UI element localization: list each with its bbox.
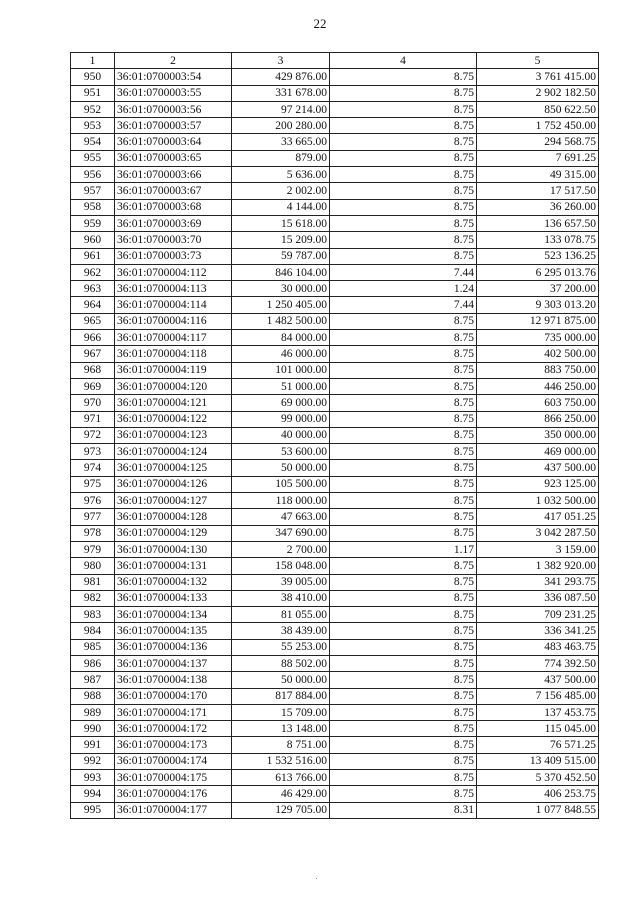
row-number-cell: 955: [71, 150, 115, 166]
total-value-cell: 5 370 452.50: [477, 770, 599, 786]
rate-value-cell: 8.75: [330, 525, 477, 541]
total-value-cell: 17 517.50: [477, 183, 599, 199]
total-value-cell: 6 295 013.76: [477, 264, 599, 280]
area-value-cell: 118 000.00: [232, 493, 330, 509]
table-row: [71, 607, 599, 623]
table-row: [71, 199, 599, 215]
area-value-cell: 55 253.00: [232, 639, 330, 655]
area-value-cell: 13 148.00: [232, 721, 330, 737]
rate-value-cell: 8.75: [330, 786, 477, 802]
area-value-cell: 97 214.00: [232, 101, 330, 117]
table-row: [71, 770, 599, 786]
row-number-cell: 973: [71, 444, 115, 460]
cadastral-number-cell: 36:01:0700003:66: [115, 167, 232, 183]
row-number-cell: 959: [71, 215, 115, 231]
rate-value-cell: 8.75: [330, 639, 477, 655]
table-row: [71, 688, 599, 704]
total-value-cell: 36 260.00: [477, 199, 599, 215]
total-value-cell: 12 971 875.00: [477, 313, 599, 329]
area-value-cell: 33 665.00: [232, 134, 330, 150]
cadastral-number-cell: 36:01:0700004:121: [115, 395, 232, 411]
table-row: [71, 639, 599, 655]
scan-speck: [316, 878, 317, 879]
row-number-cell: 974: [71, 460, 115, 476]
area-value-cell: 39 005.00: [232, 574, 330, 590]
rate-value-cell: 8.75: [330, 460, 477, 476]
area-value-cell: 8 751.00: [232, 737, 330, 753]
table-row: [71, 509, 599, 525]
total-value-cell: 76 571.25: [477, 737, 599, 753]
area-value-cell: 105 500.00: [232, 476, 330, 492]
cadastral-number-cell: 36:01:0700004:132: [115, 574, 232, 590]
cadastral-number-cell: 36:01:0700004:128: [115, 509, 232, 525]
area-value-cell: 38 439.00: [232, 623, 330, 639]
row-number-cell: 962: [71, 264, 115, 280]
cadastral-number-cell: 36:01:0700003:64: [115, 134, 232, 150]
total-value-cell: 709 231.25: [477, 607, 599, 623]
rate-value-cell: 8.75: [330, 558, 477, 574]
table-row: [71, 737, 599, 753]
area-value-cell: 347 690.00: [232, 525, 330, 541]
rate-value-cell: 8.75: [330, 672, 477, 688]
area-value-cell: 5 636.00: [232, 167, 330, 183]
cadastral-number-cell: 36:01:0700004:120: [115, 378, 232, 394]
area-value-cell: 88 502.00: [232, 655, 330, 671]
table-row: [71, 395, 599, 411]
total-value-cell: 7 156 485.00: [477, 688, 599, 704]
rate-value-cell: 1.24: [330, 281, 477, 297]
area-value-cell: 99 000.00: [232, 411, 330, 427]
row-number-cell: 983: [71, 607, 115, 623]
total-value-cell: 406 253.75: [477, 786, 599, 802]
total-value-cell: 446 250.00: [477, 378, 599, 394]
row-number-cell: 990: [71, 721, 115, 737]
cadastral-number-cell: 36:01:0700003:65: [115, 150, 232, 166]
rate-value-cell: 8.75: [330, 590, 477, 606]
row-number-cell: 993: [71, 770, 115, 786]
rate-value-cell: 8.75: [330, 150, 477, 166]
area-value-cell: 59 787.00: [232, 248, 330, 264]
table-row: [71, 411, 599, 427]
cadastral-number-cell: 36:01:0700004:116: [115, 313, 232, 329]
cadastral-number-cell: 36:01:0700003:69: [115, 215, 232, 231]
area-value-cell: 15 709.00: [232, 704, 330, 720]
cadastral-number-cell: 36:01:0700004:133: [115, 590, 232, 606]
rate-value-cell: 8.75: [330, 688, 477, 704]
table-row: [71, 134, 599, 150]
area-value-cell: 51 000.00: [232, 378, 330, 394]
total-value-cell: 523 136.25: [477, 248, 599, 264]
table-header: [71, 53, 599, 69]
cadastral-number-cell: 36:01:0700004:125: [115, 460, 232, 476]
column-header-2: 2: [115, 53, 232, 69]
table-row: [71, 525, 599, 541]
table-body: [71, 69, 599, 819]
row-number-cell: 989: [71, 704, 115, 720]
area-value-cell: 2 700.00: [232, 541, 330, 557]
table-row: [71, 541, 599, 557]
rate-value-cell: 8.75: [330, 623, 477, 639]
row-number-cell: 991: [71, 737, 115, 753]
rate-value-cell: 8.75: [330, 183, 477, 199]
row-number-cell: 976: [71, 493, 115, 509]
total-value-cell: 115 045.00: [477, 721, 599, 737]
row-number-cell: 960: [71, 232, 115, 248]
cadastral-number-cell: 36:01:0700004:130: [115, 541, 232, 557]
area-value-cell: 30 000.00: [232, 281, 330, 297]
area-value-cell: 40 000.00: [232, 427, 330, 443]
area-value-cell: 200 280.00: [232, 118, 330, 134]
table-row: [71, 167, 599, 183]
rate-value-cell: 7.44: [330, 264, 477, 280]
total-value-cell: 1 382 920.00: [477, 558, 599, 574]
table-row: [71, 313, 599, 329]
total-value-cell: 437 500.00: [477, 460, 599, 476]
rate-value-cell: 8.75: [330, 215, 477, 231]
row-number-cell: 978: [71, 525, 115, 541]
area-value-cell: 613 766.00: [232, 770, 330, 786]
rate-value-cell: 8.75: [330, 721, 477, 737]
header-row: [71, 53, 599, 69]
table-row: [71, 427, 599, 443]
total-value-cell: 1 752 450.00: [477, 118, 599, 134]
cadastral-number-cell: 36:01:0700004:175: [115, 770, 232, 786]
area-value-cell: 15 618.00: [232, 215, 330, 231]
table-row: [71, 590, 599, 606]
rate-value-cell: 8.75: [330, 134, 477, 150]
row-number-cell: 969: [71, 378, 115, 394]
area-value-cell: 46 000.00: [232, 346, 330, 362]
row-number-cell: 971: [71, 411, 115, 427]
table-row: [71, 346, 599, 362]
table-row: [71, 248, 599, 264]
rate-value-cell: 8.75: [330, 395, 477, 411]
total-value-cell: 1 032 500.00: [477, 493, 599, 509]
rate-value-cell: 8.75: [330, 411, 477, 427]
row-number-cell: 985: [71, 639, 115, 655]
row-number-cell: 952: [71, 101, 115, 117]
rate-value-cell: 8.75: [330, 770, 477, 786]
row-number-cell: 956: [71, 167, 115, 183]
total-value-cell: 883 750.00: [477, 362, 599, 378]
cadastral-number-cell: 36:01:0700004:126: [115, 476, 232, 492]
total-value-cell: 9 303 013.20: [477, 297, 599, 313]
area-value-cell: 817 884.00: [232, 688, 330, 704]
cadastral-number-cell: 36:01:0700004:135: [115, 623, 232, 639]
total-value-cell: 603 750.00: [477, 395, 599, 411]
total-value-cell: 133 078.75: [477, 232, 599, 248]
table-row: [71, 476, 599, 492]
cadastral-number-cell: 36:01:0700004:117: [115, 330, 232, 346]
row-number-cell: 977: [71, 509, 115, 525]
cadastral-number-cell: 36:01:0700003:70: [115, 232, 232, 248]
table-row: [71, 362, 599, 378]
row-number-cell: 982: [71, 590, 115, 606]
row-number-cell: 984: [71, 623, 115, 639]
area-value-cell: 846 104.00: [232, 264, 330, 280]
table-row: [71, 297, 599, 313]
rate-value-cell: 8.75: [330, 476, 477, 492]
total-value-cell: 3 042 287.50: [477, 525, 599, 541]
total-value-cell: 136 657.50: [477, 215, 599, 231]
table-row: [71, 623, 599, 639]
row-number-cell: 966: [71, 330, 115, 346]
total-value-cell: 341 293.75: [477, 574, 599, 590]
cadastral-number-cell: 36:01:0700004:124: [115, 444, 232, 460]
cadastral-number-cell: 36:01:0700004:134: [115, 607, 232, 623]
area-value-cell: 1 532 516.00: [232, 753, 330, 769]
area-value-cell: 84 000.00: [232, 330, 330, 346]
row-number-cell: 972: [71, 427, 115, 443]
table-row: [71, 150, 599, 166]
data-table: [70, 52, 599, 819]
total-value-cell: 850 622.50: [477, 101, 599, 117]
table-row: [71, 215, 599, 231]
row-number-cell: 958: [71, 199, 115, 215]
row-number-cell: 975: [71, 476, 115, 492]
table-row: [71, 264, 599, 280]
rate-value-cell: 8.75: [330, 101, 477, 117]
row-number-cell: 953: [71, 118, 115, 134]
rate-value-cell: 8.75: [330, 69, 477, 85]
rate-value-cell: 8.75: [330, 167, 477, 183]
area-value-cell: 69 000.00: [232, 395, 330, 411]
row-number-cell: 995: [71, 802, 115, 818]
cadastral-number-cell: 36:01:0700004:174: [115, 753, 232, 769]
table-row: [71, 672, 599, 688]
row-number-cell: 963: [71, 281, 115, 297]
area-value-cell: 1 250 405.00: [232, 297, 330, 313]
cadastral-number-cell: 36:01:0700004:123: [115, 427, 232, 443]
table-row: [71, 183, 599, 199]
area-value-cell: 50 000.00: [232, 672, 330, 688]
cadastral-number-cell: 36:01:0700004:173: [115, 737, 232, 753]
row-number-cell: 964: [71, 297, 115, 313]
total-value-cell: 294 568.75: [477, 134, 599, 150]
table-row: [71, 281, 599, 297]
area-value-cell: 429 876.00: [232, 69, 330, 85]
row-number-cell: 967: [71, 346, 115, 362]
table-row: [71, 786, 599, 802]
area-value-cell: 50 000.00: [232, 460, 330, 476]
rate-value-cell: 8.75: [330, 313, 477, 329]
table-row: [71, 444, 599, 460]
area-value-cell: 101 000.00: [232, 362, 330, 378]
table-row: [71, 558, 599, 574]
table-row: [71, 85, 599, 101]
area-value-cell: 331 678.00: [232, 85, 330, 101]
total-value-cell: 866 250.00: [477, 411, 599, 427]
cadastral-number-cell: 36:01:0700003:55: [115, 85, 232, 101]
total-value-cell: 37 200.00: [477, 281, 599, 297]
rate-value-cell: 8.75: [330, 704, 477, 720]
area-value-cell: 38 410.00: [232, 590, 330, 606]
column-header-3: 3: [232, 53, 330, 69]
cadastral-number-cell: 36:01:0700004:131: [115, 558, 232, 574]
column-header-5: 5: [477, 53, 599, 69]
table-row: [71, 721, 599, 737]
table-row: [71, 69, 599, 85]
row-number-cell: 981: [71, 574, 115, 590]
cadastral-number-cell: 36:01:0700004:138: [115, 672, 232, 688]
table-row: [71, 655, 599, 671]
area-value-cell: 158 048.00: [232, 558, 330, 574]
cadastral-number-cell: 36:01:0700003:67: [115, 183, 232, 199]
cadastral-number-cell: 36:01:0700004:127: [115, 493, 232, 509]
cadastral-number-cell: 36:01:0700004:170: [115, 688, 232, 704]
area-value-cell: 129 705.00: [232, 802, 330, 818]
table-row: [71, 460, 599, 476]
rate-value-cell: 8.31: [330, 802, 477, 818]
total-value-cell: 336 087.50: [477, 590, 599, 606]
row-number-cell: 965: [71, 313, 115, 329]
total-value-cell: 923 125.00: [477, 476, 599, 492]
table-row: [71, 330, 599, 346]
page-number: 22: [313, 16, 327, 31]
cadastral-number-cell: 36:01:0700004:112: [115, 264, 232, 280]
total-value-cell: 437 500.00: [477, 672, 599, 688]
area-value-cell: 1 482 500.00: [232, 313, 330, 329]
row-number-cell: 968: [71, 362, 115, 378]
rate-value-cell: 8.75: [330, 427, 477, 443]
total-value-cell: 2 902 182.50: [477, 85, 599, 101]
cadastral-number-cell: 36:01:0700004:176: [115, 786, 232, 802]
total-value-cell: 3 761 415.00: [477, 69, 599, 85]
rate-value-cell: 8.75: [330, 509, 477, 525]
rate-value-cell: 8.75: [330, 737, 477, 753]
rate-value-cell: 8.75: [330, 232, 477, 248]
row-number-cell: 987: [71, 672, 115, 688]
cadastral-number-cell: 36:01:0700003:73: [115, 248, 232, 264]
area-value-cell: 81 055.00: [232, 607, 330, 623]
row-number-cell: 979: [71, 541, 115, 557]
rate-value-cell: 8.75: [330, 362, 477, 378]
cadastral-number-cell: 36:01:0700003:57: [115, 118, 232, 134]
table-row: [71, 574, 599, 590]
table-row: [71, 101, 599, 117]
cadastral-number-cell: 36:01:0700004:122: [115, 411, 232, 427]
rate-value-cell: 7.44: [330, 297, 477, 313]
total-value-cell: 350 000.00: [477, 427, 599, 443]
rate-value-cell: 8.75: [330, 753, 477, 769]
row-number-cell: 980: [71, 558, 115, 574]
area-value-cell: 15 209.00: [232, 232, 330, 248]
row-number-cell: 954: [71, 134, 115, 150]
rate-value-cell: 8.75: [330, 493, 477, 509]
rate-value-cell: 8.75: [330, 444, 477, 460]
cadastral-number-cell: 36:01:0700004:172: [115, 721, 232, 737]
rate-value-cell: 8.75: [330, 199, 477, 215]
row-number-cell: 961: [71, 248, 115, 264]
cadastral-number-cell: 36:01:0700004:137: [115, 655, 232, 671]
total-value-cell: 137 453.75: [477, 704, 599, 720]
cadastral-number-cell: 36:01:0700003:54: [115, 69, 232, 85]
cadastral-number-cell: 36:01:0700004:129: [115, 525, 232, 541]
row-number-cell: 950: [71, 69, 115, 85]
area-value-cell: 46 429.00: [232, 786, 330, 802]
column-header-1: 1: [71, 53, 115, 69]
table-row: [71, 118, 599, 134]
row-number-cell: 957: [71, 183, 115, 199]
rate-value-cell: 8.75: [330, 378, 477, 394]
total-value-cell: 13 409 515.00: [477, 753, 599, 769]
total-value-cell: 402 500.00: [477, 346, 599, 362]
table-row: [71, 802, 599, 818]
area-value-cell: 47 663.00: [232, 509, 330, 525]
rate-value-cell: 8.75: [330, 574, 477, 590]
total-value-cell: 483 463.75: [477, 639, 599, 655]
area-value-cell: 2 002.00: [232, 183, 330, 199]
cadastral-number-cell: 36:01:0700004:136: [115, 639, 232, 655]
total-value-cell: 7 691.25: [477, 150, 599, 166]
cadastral-number-cell: 36:01:0700004:177: [115, 802, 232, 818]
rate-value-cell: 1.17: [330, 541, 477, 557]
row-number-cell: 988: [71, 688, 115, 704]
total-value-cell: 735 000.00: [477, 330, 599, 346]
rate-value-cell: 8.75: [330, 118, 477, 134]
total-value-cell: 1 077 848.55: [477, 802, 599, 818]
total-value-cell: 469 000.00: [477, 444, 599, 460]
total-value-cell: 774 392.50: [477, 655, 599, 671]
rate-value-cell: 8.75: [330, 330, 477, 346]
table-row: [71, 753, 599, 769]
cadastral-number-cell: 36:01:0700004:114: [115, 297, 232, 313]
cadastral-number-cell: 36:01:0700004:113: [115, 281, 232, 297]
column-header-4: 4: [330, 53, 477, 69]
cadastral-number-cell: 36:01:0700004:118: [115, 346, 232, 362]
rate-value-cell: 8.75: [330, 346, 477, 362]
row-number-cell: 951: [71, 85, 115, 101]
total-value-cell: 49 315.00: [477, 167, 599, 183]
cadastral-number-cell: 36:01:0700003:68: [115, 199, 232, 215]
table-row: [71, 493, 599, 509]
rate-value-cell: 8.75: [330, 607, 477, 623]
table-row: [71, 704, 599, 720]
table-row: [71, 232, 599, 248]
total-value-cell: 336 341.25: [477, 623, 599, 639]
area-value-cell: 53 600.00: [232, 444, 330, 460]
row-number-cell: 994: [71, 786, 115, 802]
row-number-cell: 986: [71, 655, 115, 671]
table-row: [71, 378, 599, 394]
total-value-cell: 3 159.00: [477, 541, 599, 557]
cadastral-number-cell: 36:01:0700004:171: [115, 704, 232, 720]
row-number-cell: 970: [71, 395, 115, 411]
row-number-cell: 992: [71, 753, 115, 769]
total-value-cell: 417 051.25: [477, 509, 599, 525]
area-value-cell: 879.00: [232, 150, 330, 166]
cadastral-number-cell: 36:01:0700003:56: [115, 101, 232, 117]
rate-value-cell: 8.75: [330, 248, 477, 264]
rate-value-cell: 8.75: [330, 85, 477, 101]
rate-value-cell: 8.75: [330, 655, 477, 671]
area-value-cell: 4 144.00: [232, 199, 330, 215]
cadastral-number-cell: 36:01:0700004:119: [115, 362, 232, 378]
